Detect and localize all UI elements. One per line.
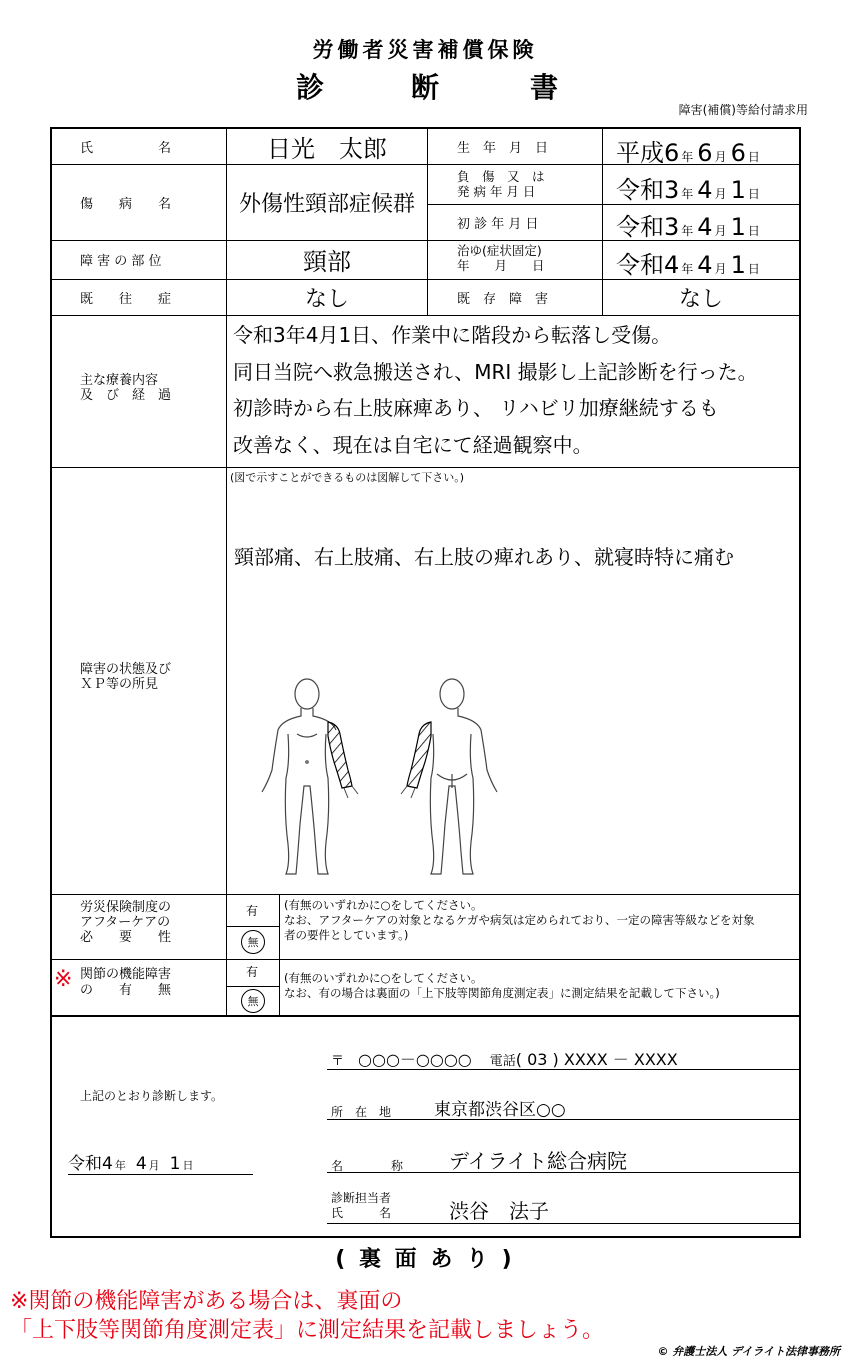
joint-yes[interactable]: 有 <box>246 965 259 979</box>
rule <box>52 315 799 316</box>
first-exam-date: 令和 3 年 4 月 1 日 <box>616 213 760 241</box>
red-note-line-1: ※関節の機能障害がある場合は、裏面の <box>10 1289 403 1314</box>
existing-value: なし <box>678 286 723 312</box>
phone-label: 電話 <box>489 1054 516 1069</box>
postal-value: ○○○－○○○○ <box>358 1050 472 1069</box>
address-value: 東京都渋谷区○○ <box>434 1100 566 1120</box>
form-subtitle: 障害(補償)等給付請求用 <box>678 103 808 117</box>
rule <box>227 926 279 927</box>
phone-value: ( 03 ) XXXX － XXXX <box>515 1050 678 1069</box>
course-line: 初診時から右上肢麻痺あり、 リハビリ加療継続するも <box>233 396 719 420</box>
cure-label: 治ゆ(症状固定) 年 月 日 <box>457 243 545 273</box>
back-note: ( 裏 面 あ り ) <box>335 1247 515 1272</box>
name-label: 氏 名 <box>80 141 172 156</box>
course-line: 令和3年4月1日、作業中に階段から転落し受傷。 <box>233 323 672 347</box>
aftercare-label: 労災保険制度の アフターケアの 必 要 性 <box>80 900 172 945</box>
first-exam-label: 初 診 年 月 日 <box>457 216 539 232</box>
postal-mark: 〒 <box>331 1054 345 1069</box>
joint-note: (有無のいずれかに○をしてください。 なお、有の場合は裏面の「上下肢等関節角度測定表」に測定結果を記載して下さい。) <box>284 971 720 1000</box>
rule <box>427 129 428 315</box>
org-line <box>327 1145 799 1173</box>
injury-label: 傷 病 名 <box>80 196 172 212</box>
history-label: 既 往 症 <box>80 291 172 307</box>
name-value: 日光 太郎 <box>267 135 387 163</box>
findings-text: 頸部痛、右上肢痛、右上肢の痺れあり、就寝時特に痛む <box>234 545 734 569</box>
org-value: デイライト総合病院 <box>449 1149 627 1173</box>
doctor-value: 渋谷 法子 <box>449 1199 549 1223</box>
aftercare-no-circled[interactable]: 無 <box>241 930 265 954</box>
address-line <box>327 1095 799 1120</box>
doctor-line <box>327 1189 799 1224</box>
doctor-label: 診断担当者 氏 名 <box>331 1191 392 1220</box>
rule <box>52 1015 799 1017</box>
history-value: なし <box>304 286 349 312</box>
course-text <box>233 317 798 463</box>
copyright: © 弁護士法人 デイライト法律事務所 <box>657 1345 840 1358</box>
rule <box>279 894 280 1015</box>
joint-label: 関節の機能障害 の 有 無 <box>80 967 172 998</box>
statement-date: 令和 4 年 4 月 1 日 <box>68 1149 253 1175</box>
birth-label: 生 年 月 日 <box>457 141 549 156</box>
contact-line <box>327 1047 799 1070</box>
rule <box>227 986 279 987</box>
org-label: 名 称 <box>331 1159 404 1173</box>
onset-date: 令和 3 年 4 月 1 日 <box>616 176 760 204</box>
site-value: 頸部 <box>303 248 351 276</box>
aftercare-note: (有無のいずれかに○をしてください。 なお、アフターケアの対象となるケガや病気は定められており、一定の障害等級などを対象 者の要件としています。) <box>284 898 755 942</box>
doc-title-char-2: 断 <box>411 71 440 104</box>
site-label: 障 害 の 部 位 <box>80 254 162 269</box>
doc-title-char-1: 診 <box>296 71 325 104</box>
joint-no-circled[interactable]: 無 <box>241 989 265 1013</box>
course-line: 改善なく、現在は自宅にて経過観察中。 <box>233 432 593 457</box>
aftercare-yes[interactable]: 有 <box>246 904 259 918</box>
red-note-line-2: 「上下肢等関節角度測定表」に測定結果を記載しましょう。 <box>10 1318 605 1343</box>
rule <box>52 959 799 960</box>
onset-label: 負 傷 又 は 発 病 年 月 日 <box>457 169 545 199</box>
statement: 上記のとおり診断します。 <box>80 1089 224 1103</box>
cure-date: 令和 4 年 4 月 1 日 <box>616 251 760 279</box>
rule <box>52 894 799 895</box>
doc-title-char-3: 書 <box>530 71 559 104</box>
findings-label: 障害の状態及び ＸＰ等の所見 <box>80 662 172 692</box>
diagnosis-form <box>50 127 801 1238</box>
form-title: 労働者災害補償保険 <box>312 38 538 62</box>
body-front-diagram <box>252 674 362 879</box>
course-line: 同日当院へ救急搬送され、MRI 撮影し上記診断を行った。 <box>233 359 758 384</box>
address-label: 所 在 地 <box>331 1105 392 1119</box>
birth-date: 平成 6 年 6 月 6 日 <box>616 139 760 167</box>
injury-value: 外傷性頸部症候群 <box>238 191 415 217</box>
joint-mark: ※ <box>54 967 73 992</box>
findings-note: (図で示すことができるものは図解して下さい。) <box>230 471 465 484</box>
rule <box>52 467 799 468</box>
existing-label: 既 存 障 害 <box>457 291 549 307</box>
course-label: 主な療養内容 及 び 経 過 <box>80 373 172 403</box>
body-back-diagram <box>397 674 507 879</box>
